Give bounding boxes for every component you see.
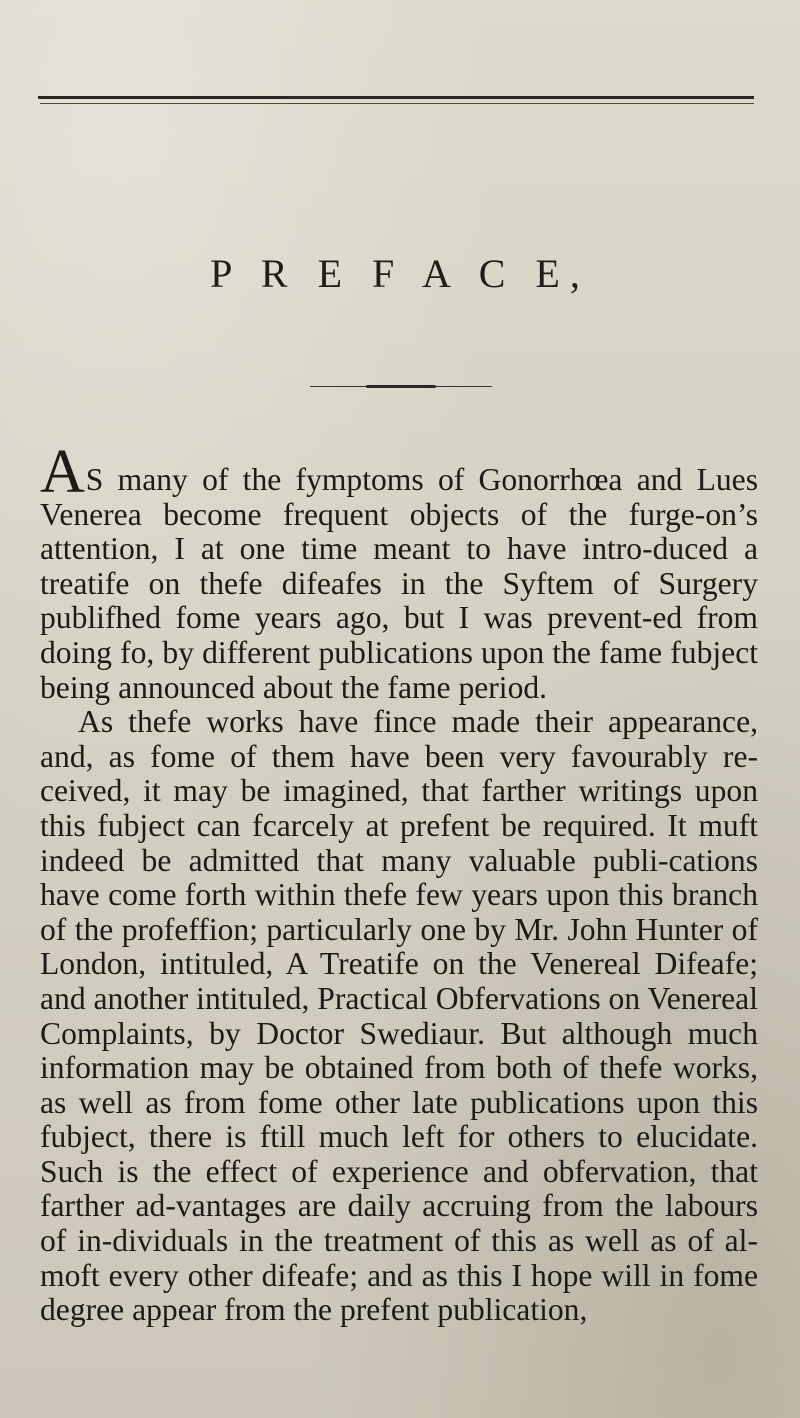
page-title: P R E F A C E, (210, 251, 590, 296)
header-rule-thin (40, 103, 754, 104)
drop-cap: A (40, 438, 85, 506)
body-text (40, 438, 758, 1328)
paragraph-1 (40, 438, 758, 705)
header-rule (38, 96, 754, 99)
paragraph-2 (40, 705, 758, 1328)
paragraph-1-text: S many of the fymptoms of Gonorrhœa and Lues Venerea become frequent objects of the furge-on’s attention, I at one time meant to have intro-duced a treatife on thefe difeafes in the Syftem of Surgery publifhed fome years ago, but I was prevent-ed from doing fo, by different publications upon the fame fubject being announced about the fame period. (40, 462, 758, 705)
paragraph-2-text: As thefe works have fince made their appearance, and, as fome of them have been very favourably re-ceived, it may be imagined, that farther writings upon this fubject can fcarcely at prefent be required. It muft indeed be admitted that many valuable publi-cations have come forth within thefe few years upon this branch of the profeffion; particularly one by Mr. John Hunter of London, intituled, A Treatife on the Venereal Difeafe; and another intituled, Practical Obfervations on Venereal Complaints, by Doctor Swediaur. But although much information may be obtained from both of thefe works, as well as from fome other late publications upon this fubject, there is ftill much left for others to elucidate. Such is the effect of experience and obfervation, that farther ad-vantages are daily accruing from the labours of in-dividuals in the treatment of this as well as of al-moft every other difeafe; and as this I hope will in fome degree appear from the prefent publication, (40, 704, 758, 1328)
ornamental-divider (310, 385, 492, 389)
